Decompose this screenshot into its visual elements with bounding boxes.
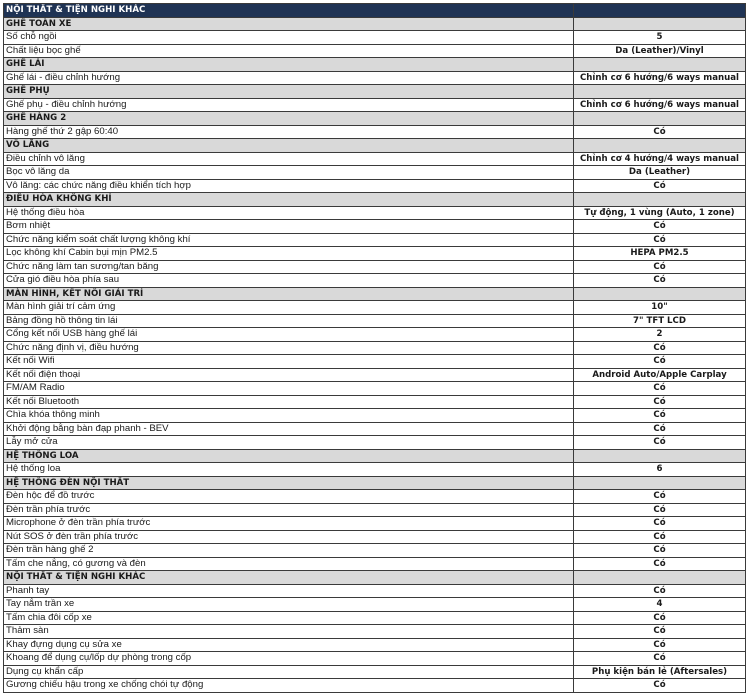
spec-label: Cổng kết nối USB hàng ghế lái	[4, 328, 574, 342]
spec-value: HEPA PM2.5	[574, 247, 746, 261]
spec-label: Đèn trần phía trước	[4, 503, 574, 517]
section-header-row	[4, 476, 746, 490]
spec-value: Có	[574, 260, 746, 274]
spec-value: 6	[574, 463, 746, 477]
section-blank-cell	[574, 139, 746, 153]
spec-label: Gương chiếu hậu trong xe chống chói tự động	[4, 679, 574, 693]
section-title: GHẾ TOÀN XE	[4, 17, 574, 31]
section-blank-cell	[574, 17, 746, 31]
section-title: VÔ LĂNG	[4, 139, 574, 153]
spec-label: Hàng ghế thứ 2 gập 60:40	[4, 125, 574, 139]
spec-value: Chỉnh cơ 6 hướng/6 ways manual	[574, 98, 746, 112]
section-blank-cell	[574, 449, 746, 463]
section-title: GHẾ LÁI	[4, 58, 574, 72]
table-row	[4, 584, 746, 598]
table-row	[4, 274, 746, 288]
spec-value: Có	[574, 679, 746, 693]
spec-value: Có	[574, 409, 746, 423]
spec-value: Tự động, 1 vùng (Auto, 1 zone)	[574, 206, 746, 220]
table-row	[4, 625, 746, 639]
spec-value: Có	[574, 503, 746, 517]
table-row	[4, 166, 746, 180]
spec-label: Đèn trần hàng ghế 2	[4, 544, 574, 558]
spec-value: Có	[574, 355, 746, 369]
section-blank-cell	[574, 193, 746, 207]
spec-label: Tay nắm trần xe	[4, 598, 574, 612]
table-row	[4, 598, 746, 612]
section-title: HỆ THỐNG ĐÈN NỘI THẤT	[4, 476, 574, 490]
table-row	[4, 98, 746, 112]
spec-value: Có	[574, 638, 746, 652]
table-row	[4, 220, 746, 234]
table-row	[4, 247, 746, 261]
section-header-row	[4, 287, 746, 301]
table-row	[4, 233, 746, 247]
spec-label: Khoang để dụng cụ/lốp dự phòng trong cốp	[4, 652, 574, 666]
spec-label: Nút SOS ở đèn trần phía trước	[4, 530, 574, 544]
table-row	[4, 355, 746, 369]
spec-label: Hệ thống điều hòa	[4, 206, 574, 220]
spec-value: Có	[574, 341, 746, 355]
table-title-row	[4, 4, 746, 18]
table-row	[4, 517, 746, 531]
spec-value: Có	[574, 220, 746, 234]
table-title-blank	[574, 4, 746, 18]
spec-value: Có	[574, 625, 746, 639]
section-title: MÀN HÌNH, KẾT NỐI GIẢI TRÍ	[4, 287, 574, 301]
spec-label: Dụng cụ khẩn cấp	[4, 665, 574, 679]
table-row	[4, 341, 746, 355]
spec-label: Chức năng làm tan sương/tan băng	[4, 260, 574, 274]
spec-value: Có	[574, 530, 746, 544]
spec-label: Chức năng định vị, điều hướng	[4, 341, 574, 355]
spec-label: Khay đựng dụng cụ sửa xe	[4, 638, 574, 652]
spec-value: 5	[574, 31, 746, 45]
spec-label: Thảm sàn	[4, 625, 574, 639]
table-row	[4, 557, 746, 571]
table-row	[4, 395, 746, 409]
section-blank-cell	[574, 112, 746, 126]
section-blank-cell	[574, 571, 746, 585]
table-row	[4, 638, 746, 652]
table-row	[4, 260, 746, 274]
spec-label: Cửa gió điều hòa phía sau	[4, 274, 574, 288]
section-title: GHẾ PHỤ	[4, 85, 574, 99]
spec-label: Hệ thống loa	[4, 463, 574, 477]
table-row	[4, 179, 746, 193]
section-header-row	[4, 139, 746, 153]
section-header-row	[4, 449, 746, 463]
section-header-row	[4, 85, 746, 99]
spec-value: Có	[574, 517, 746, 531]
section-title: GHẾ HÀNG 2	[4, 112, 574, 126]
spec-value: Có	[574, 125, 746, 139]
spec-value: Có	[574, 233, 746, 247]
table-row	[4, 652, 746, 666]
section-header-row	[4, 58, 746, 72]
spec-value: Có	[574, 557, 746, 571]
spec-label: Tấm chia đôi cốp xe	[4, 611, 574, 625]
table-row	[4, 206, 746, 220]
spec-label: Ghế lái - điều chỉnh hướng	[4, 71, 574, 85]
spec-label: Bọc vô lăng da	[4, 166, 574, 180]
spec-value: Có	[574, 611, 746, 625]
spec-label: Bảng đồng hồ thông tin lái	[4, 314, 574, 328]
spec-sheet	[3, 3, 745, 693]
section-header-row	[4, 17, 746, 31]
table-row	[4, 436, 746, 450]
section-header-row	[4, 112, 746, 126]
spec-value: 7" TFT LCD	[574, 314, 746, 328]
spec-value: 10"	[574, 301, 746, 315]
spec-value: Có	[574, 382, 746, 396]
spec-label: Vô lăng: các chức năng điều khiển tích hợp	[4, 179, 574, 193]
section-blank-cell	[574, 85, 746, 99]
table-row	[4, 71, 746, 85]
spec-label: Màn hình giải trí cảm ứng	[4, 301, 574, 315]
spec-label: Lọc không khí Cabin bụi mịn PM2.5	[4, 247, 574, 261]
spec-label: Ghế phụ - điều chỉnh hướng	[4, 98, 574, 112]
spec-label: Chìa khóa thông minh	[4, 409, 574, 423]
spec-table	[3, 3, 746, 693]
spec-label: FM/AM Radio	[4, 382, 574, 396]
table-title: NỘI THẤT & TIỆN NGHI KHÁC	[4, 4, 574, 18]
spec-label: Chất liệu bọc ghế	[4, 44, 574, 58]
table-row	[4, 328, 746, 342]
table-row	[4, 490, 746, 504]
spec-value: Da (Leather)	[574, 166, 746, 180]
spec-value: Có	[574, 544, 746, 558]
section-title: NỘI THẤT & TIỆN NGHI KHÁC	[4, 571, 574, 585]
spec-value: Có	[574, 584, 746, 598]
section-header-row	[4, 193, 746, 207]
table-row	[4, 463, 746, 477]
section-blank-cell	[574, 58, 746, 72]
table-row	[4, 544, 746, 558]
table-row	[4, 611, 746, 625]
spec-label: Kết nối Bluetooth	[4, 395, 574, 409]
section-header-row	[4, 571, 746, 585]
spec-value: 2	[574, 328, 746, 342]
spec-label: Tấm che nắng, có gương và đèn	[4, 557, 574, 571]
spec-value: Có	[574, 436, 746, 450]
spec-value: Có	[574, 422, 746, 436]
table-row	[4, 368, 746, 382]
spec-value: 4	[574, 598, 746, 612]
spec-label: Bơm nhiệt	[4, 220, 574, 234]
table-row	[4, 422, 746, 436]
spec-value: Phụ kiện bán lẻ (Aftersales)	[574, 665, 746, 679]
spec-label: Điều chỉnh vô lăng	[4, 152, 574, 166]
spec-value: Có	[574, 179, 746, 193]
table-row	[4, 679, 746, 693]
table-row	[4, 503, 746, 517]
spec-label: Microphone ở đèn trần phía trước	[4, 517, 574, 531]
table-row	[4, 125, 746, 139]
spec-label: Phanh tay	[4, 584, 574, 598]
spec-value: Android Auto/Apple Carplay	[574, 368, 746, 382]
table-row	[4, 301, 746, 315]
section-title: ĐIỀU HÒA KHÔNG KHÍ	[4, 193, 574, 207]
table-row	[4, 382, 746, 396]
table-row	[4, 409, 746, 423]
spec-value: Chỉnh cơ 4 hướng/4 ways manual	[574, 152, 746, 166]
table-row	[4, 31, 746, 45]
spec-value: Có	[574, 274, 746, 288]
spec-label: Đèn hộc để đồ trước	[4, 490, 574, 504]
spec-label: Chức năng kiểm soát chất lượng không khí	[4, 233, 574, 247]
table-row	[4, 44, 746, 58]
spec-value: Chỉnh cơ 6 hướng/6 ways manual	[574, 71, 746, 85]
spec-label: Số chỗ ngồi	[4, 31, 574, 45]
spec-label: Kết nối Wifi	[4, 355, 574, 369]
section-blank-cell	[574, 476, 746, 490]
spec-value: Có	[574, 490, 746, 504]
table-row	[4, 152, 746, 166]
spec-value: Có	[574, 395, 746, 409]
table-row	[4, 314, 746, 328]
spec-value: Có	[574, 652, 746, 666]
spec-label: Khởi động bằng bàn đạp phanh - BEV	[4, 422, 574, 436]
spec-label: Kết nối điện thoại	[4, 368, 574, 382]
section-title: HỆ THỐNG LOA	[4, 449, 574, 463]
spec-value: Da (Leather)/Vinyl	[574, 44, 746, 58]
spec-table-body	[4, 4, 746, 693]
spec-label: Lẫy mở cửa	[4, 436, 574, 450]
section-blank-cell	[574, 287, 746, 301]
table-row	[4, 530, 746, 544]
table-row	[4, 665, 746, 679]
